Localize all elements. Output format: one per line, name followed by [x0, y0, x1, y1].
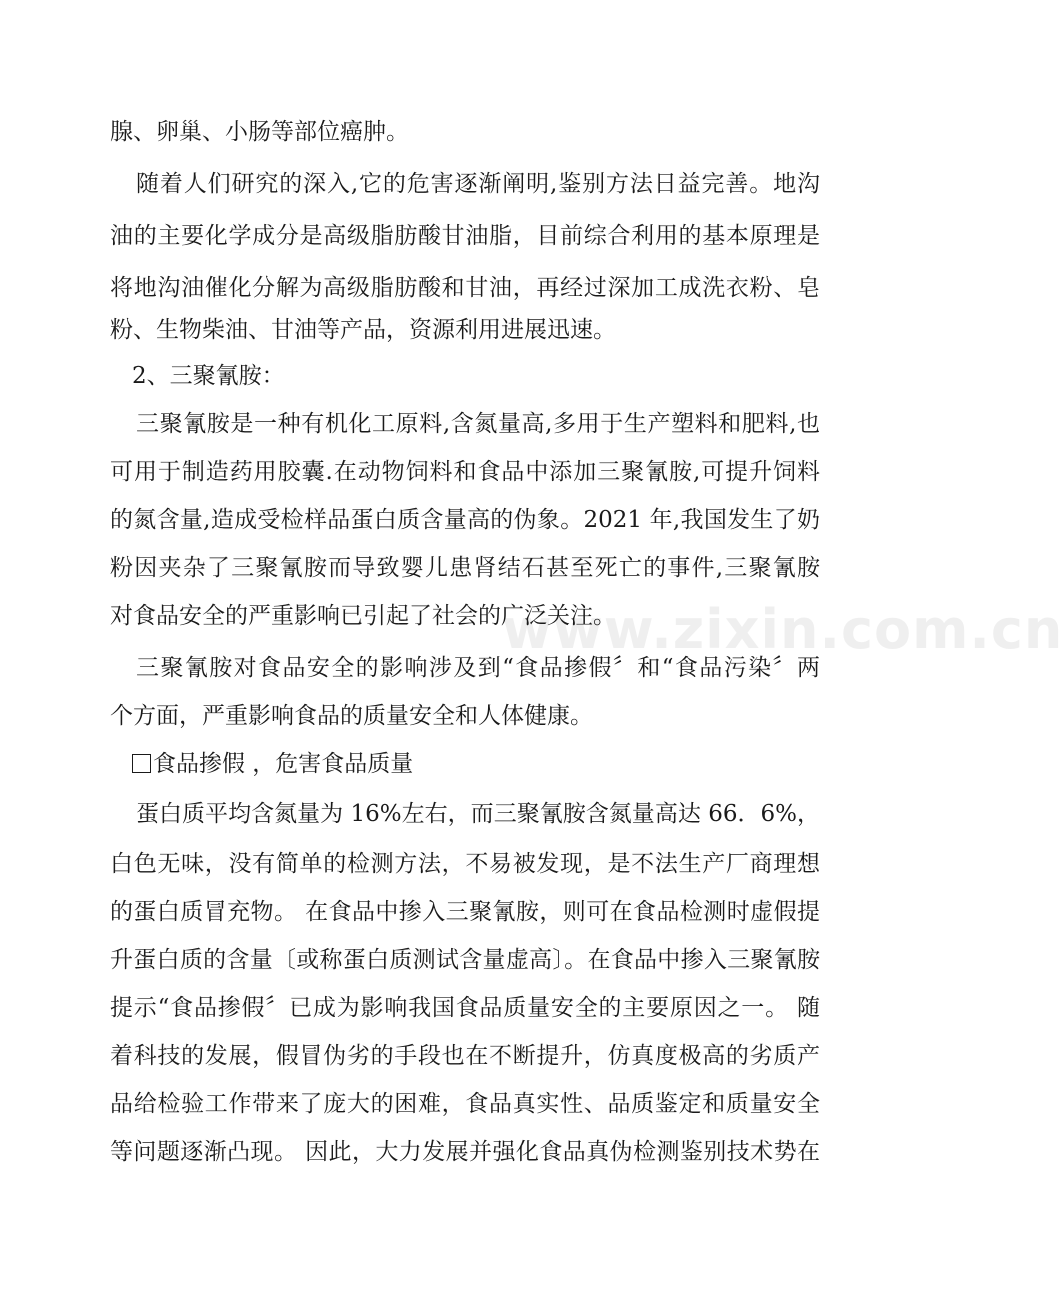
paragraph-line: 提示“食品掺假〞已成为影响我国食品质量安全的主要原因之一。 随 — [110, 995, 820, 1021]
paragraph-line: 粉因夹杂了三聚氰胺而导致婴儿患肾结石甚至死亡的事件,三聚氰胺 — [110, 555, 820, 581]
paragraph-line: 油的主要化学成分是高级脂肪酸甘油脂，目前综合利用的基本原理是 — [110, 223, 820, 249]
paragraph-line: 蛋白质平均含氮量为 16%左右，而三聚氰胺含氮量高达 66．6%， — [136, 801, 820, 827]
paragraph-line: 升蛋白质的含量〔或称蛋白质测试含量虚高〕。在食品中掺入三聚氰胺 — [110, 947, 820, 973]
watermark: www.zixin.com.cn — [502, 598, 1063, 661]
paragraph-line: 的氮含量,造成受检样品蛋白质含量高的伪象。2021 年,我国发生了奶 — [110, 507, 820, 533]
paragraph-line: 个方面，严重影响食品的质量安全和人体健康。 — [110, 703, 593, 729]
paragraph-line: 腺、卵巢、小肠等部位癌肿。 — [110, 119, 409, 145]
paragraph-line: 三聚氰胺是一种有机化工原料,含氮量高,多用于生产塑料和肥料,也 — [136, 411, 820, 437]
paragraph-line: 可用于制造药用胶囊.在动物饲料和食品中添加三聚氰胺,可提升饲料 — [110, 459, 820, 485]
paragraph-line: 白色无味，没有简单的检测方法，不易被发现，是不法生产厂商理想 — [110, 851, 820, 877]
section-heading: 2、三聚氰胺： — [132, 363, 285, 389]
paragraph-line: 品给检验工作带来了庞大的困难，食品真实性、品质鉴定和质量安全 — [110, 1091, 820, 1117]
paragraph-line: 对食品安全的严重影响已引起了社会的广泛关注。 — [110, 603, 616, 629]
paragraph-line: 随着人们研究的深入,它的危害逐渐阐明,鉴别方法日益完善。地沟 — [136, 171, 820, 197]
paragraph-line: 粉、生物柴油、甘油等产品，资源利用进展迅速。 — [110, 317, 616, 343]
paragraph-line: 的蛋白质冒充物。 在食品中掺入三聚氰胺，则可在食品检测时虚假提 — [110, 899, 820, 925]
paragraph-line: 将地沟油催化分解为高级脂肪酸和甘油，再经过深加工成洗衣粉、皂 — [110, 275, 820, 301]
paragraph-line: 等问题逐渐凸现。 因此，大力发展并强化食品真伪检测鉴别技术势在 — [110, 1139, 820, 1165]
paragraph-line: 三聚氰胺对食品安全的影响涉及到“食品掺假〞和“食品污染〞两 — [136, 655, 820, 681]
paragraph-line: 着科技的发展，假冒伪劣的手段也在不断提升，仿真度极高的劣质产 — [110, 1043, 820, 1069]
checkbox-item — [132, 738, 820, 790]
checkbox-icon — [132, 754, 151, 773]
checkbox-item-label: 食品掺假 ，危害食品质量 — [153, 751, 414, 777]
